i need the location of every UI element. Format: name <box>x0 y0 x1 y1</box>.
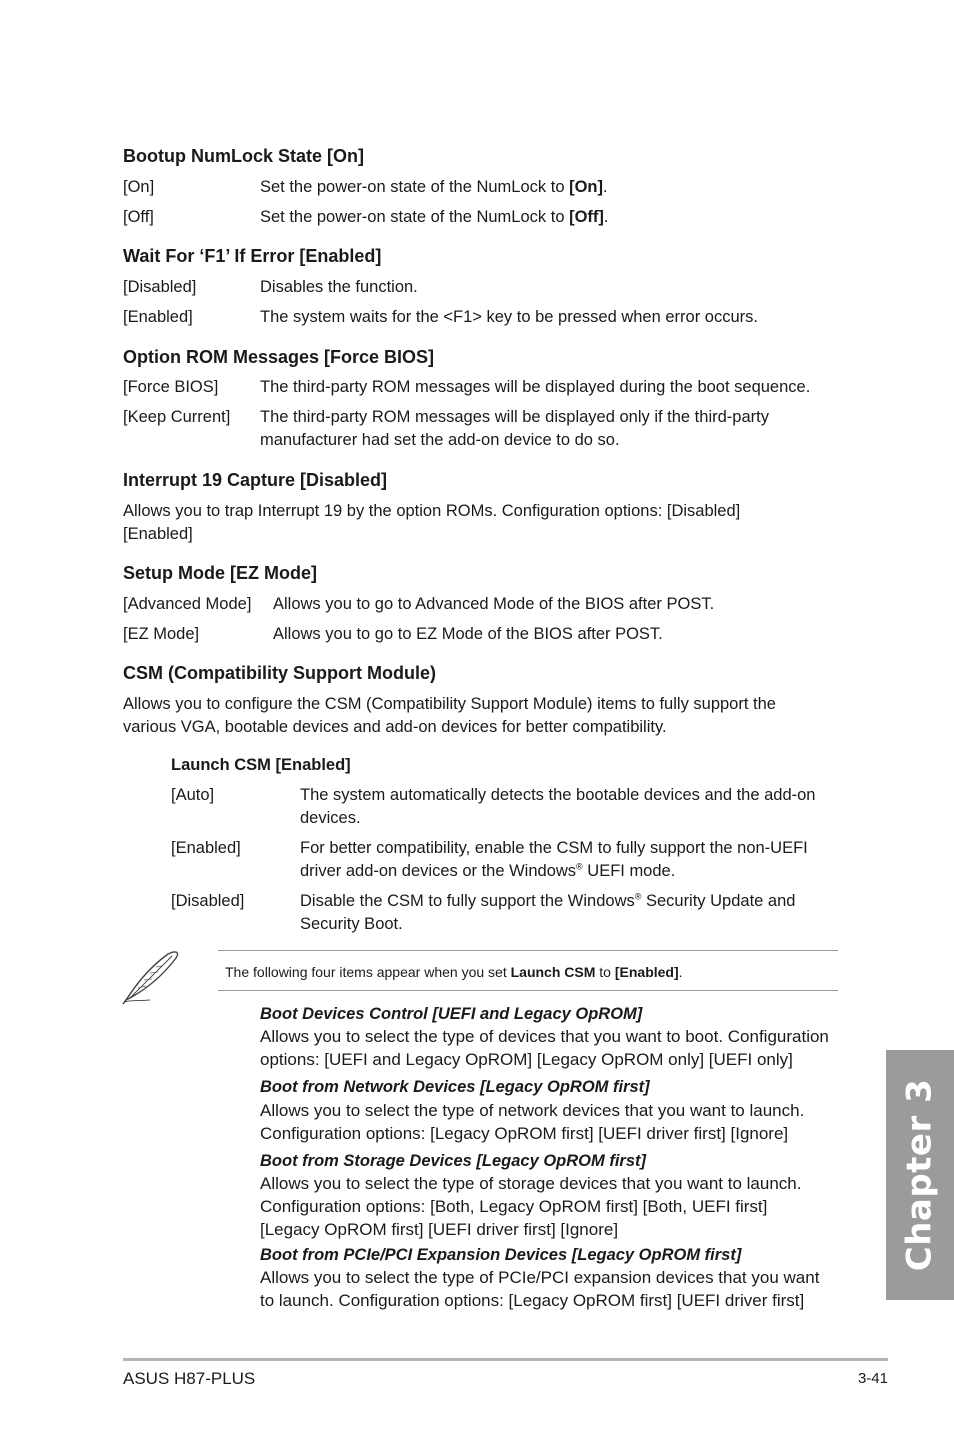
launch-csm-opt-disabled-key: [Disabled] <box>171 892 245 910</box>
boot-item-title: Boot from Network Devices [Legacy OpROM first] <box>260 1078 650 1096</box>
launch-csm-opt-enabled-desc: For better compatibility, enable the CSM to fully support the non-UEFI driver add-on devices or the Windows® UEFI mode. <box>300 839 808 880</box>
csm-heading: CSM (Compatibility Support Module) <box>123 663 436 683</box>
launch-csm-opt-auto-desc: The system automatically detects the bootable devices and the add-on devices. <box>300 786 816 827</box>
numlock-opt-off-desc: Set the power-on state of the NumLock to [Off]. <box>260 208 609 226</box>
launch-csm-opt-disabled-desc: Disable the CSM to fully support the Windows® Security Update and Security Boot. <box>300 891 796 933</box>
note-text: The following four items appear when you set Launch CSM to [Enabled]. <box>225 964 683 980</box>
launch-csm-opt-enabled-key: [Enabled] <box>171 839 241 857</box>
optrom-heading: Option ROM Messages [Force BIOS] <box>123 347 435 367</box>
f1-opt-disabled-desc: Disables the function. <box>260 278 418 296</box>
footer-rule <box>123 1358 888 1361</box>
f1-opt-enabled-desc: The system waits for the <F1> key to be pressed when error occurs. <box>260 308 758 326</box>
note-bottom-rule <box>218 990 838 991</box>
f1-opt-enabled-key: [Enabled] <box>123 308 193 326</box>
setup-opt-ez-desc: Allows you to go to EZ Mode of the BIOS after POST. <box>273 625 663 643</box>
boot-item-desc: Allows you to select the type of PCIe/PCI expansion devices that you want to launch. Configuration options: [Legacy OpROM first] [UEFI driver first] <box>260 1268 820 1310</box>
note-top-rule <box>218 950 838 951</box>
chapter-tab <box>886 1050 954 1300</box>
boot-item-title: Boot from PCIe/PCI Expansion Devices [Legacy OpROM first] <box>260 1246 742 1264</box>
setup-mode-heading: Setup Mode [EZ Mode] <box>123 563 317 583</box>
numlock-heading: Bootup NumLock State [On] <box>123 146 364 166</box>
csm-desc: Allows you to configure the CSM (Compatibility Support Module) items to fully support the various VGA, bootable devices and add-on devices for better compatibility. <box>123 695 776 736</box>
setup-opt-advanced-key: [Advanced Mode] <box>123 595 252 613</box>
optrom-opt-keep-key: [Keep Current] <box>123 408 231 426</box>
boot-item-desc: Allows you to select the type of devices that you want to boot. Configuration options: [UEFI and Legacy OpROM] [Legacy OpROM only] [UEFI only] <box>260 1027 829 1069</box>
launch-csm-opt-auto-key: [Auto] <box>171 786 215 804</box>
chapter-tab-label: Chapter 3 <box>899 1078 940 1272</box>
pen-note-icon <box>120 948 182 1006</box>
boot-item-desc: Allows you to select the type of storage devices that you want to launch. Configuration options: [Both, Legacy OpROM first] [Both, UEFI first] [Legacy OpROM first] [UEFI driver first] [Ignore] <box>260 1174 802 1239</box>
numlock-opt-on-desc: Set the power-on state of the NumLock to [On]. <box>260 178 608 196</box>
optrom-opt-force-key: [Force BIOS] <box>123 378 219 396</box>
int19-heading: Interrupt 19 Capture [Disabled] <box>123 470 388 490</box>
setup-opt-advanced-desc: Allows you to go to Advanced Mode of the BIOS after POST. <box>273 595 715 613</box>
launch-csm-heading: Launch CSM [Enabled] <box>171 756 351 774</box>
optrom-opt-keep-desc: The third-party ROM messages will be displayed only if the third-party manufacturer had set the add-on device to do so. <box>260 408 769 449</box>
footer-page-number: 3-41 <box>857 1370 888 1387</box>
f1-heading: Wait For ‘F1’ If Error [Enabled] <box>123 246 382 266</box>
boot-item-title: Boot from Storage Devices [Legacy OpROM first] <box>260 1152 646 1170</box>
numlock-opt-off-key: [Off] <box>123 208 154 226</box>
numlock-opt-on-key: [On] <box>123 178 155 196</box>
optrom-opt-force-desc: The third-party ROM messages will be displayed during the boot sequence. <box>260 378 811 396</box>
setup-opt-ez-key: [EZ Mode] <box>123 625 200 643</box>
int19-desc: Allows you to trap Interrupt 19 by the option ROMs. Configuration options: [Disabled] [Enabled] <box>123 502 741 543</box>
footer-product-name: ASUS H87-PLUS <box>123 1369 256 1388</box>
f1-opt-disabled-key: [Disabled] <box>123 278 197 296</box>
boot-item-desc: Allows you to select the type of network devices that you want to launch. Configuration options: [Legacy OpROM first] [UEFI driver first] [Ignore] <box>260 1101 805 1143</box>
boot-item-title: Boot Devices Control [UEFI and Legacy OpROM] <box>260 1005 643 1023</box>
